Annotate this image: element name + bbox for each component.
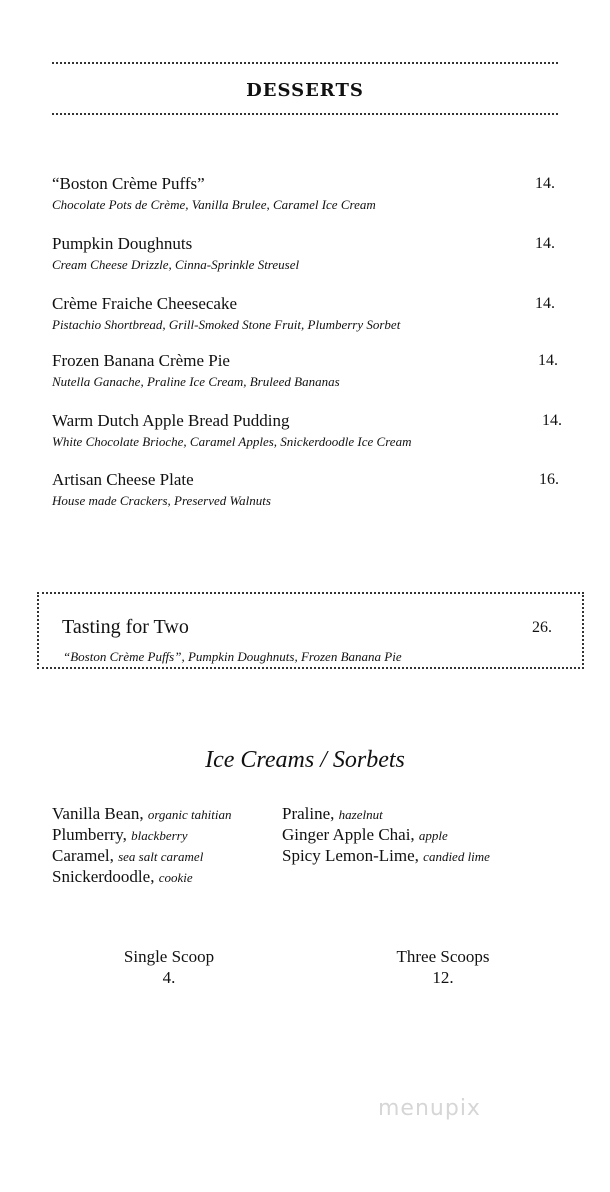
single-scoop-price: 4. bbox=[162, 968, 176, 987]
dessert-item bbox=[52, 174, 558, 213]
flavor-item bbox=[282, 803, 383, 825]
flavor-name: Spicy Lemon-Lime, bbox=[282, 846, 419, 865]
flavor-subtitle: organic tahitian bbox=[147, 807, 232, 822]
single-scoop-label: Single Scoop bbox=[123, 947, 215, 966]
flavor-subtitle: candied lime bbox=[423, 849, 490, 864]
flavor-item bbox=[52, 824, 187, 846]
flavor-subtitle: sea salt caramel bbox=[118, 849, 204, 864]
dessert-name: Frozen Banana Crème Pie bbox=[52, 351, 230, 370]
dessert-name: “Boston Crème Puffs” bbox=[52, 174, 205, 193]
flavor-name: Vanilla Bean, bbox=[52, 804, 144, 823]
ice-cream-title: Ice Creams / Sorbets bbox=[205, 747, 405, 773]
dessert-description: Nutella Ganache, Praline Ice Cream, Bruleed Bananas bbox=[52, 374, 340, 389]
dessert-price: 16. bbox=[539, 471, 559, 488]
tasting-price: 26. bbox=[532, 619, 552, 636]
flavor-item bbox=[282, 824, 448, 846]
top-dotted-divider bbox=[52, 62, 558, 64]
flavor-item bbox=[52, 803, 232, 825]
dessert-description: White Chocolate Brioche, Caramel Apples, Snickerdoodle Ice Cream bbox=[52, 434, 412, 449]
flavor-item bbox=[52, 866, 193, 888]
flavor-name: Plumberry, bbox=[52, 825, 127, 844]
tasting-name: Tasting for Two bbox=[62, 616, 189, 638]
dessert-name: Crème Fraiche Cheesecake bbox=[52, 294, 238, 313]
dessert-item bbox=[52, 470, 558, 509]
bottom-dotted-divider bbox=[52, 113, 558, 115]
flavor-subtitle: apple bbox=[418, 828, 448, 843]
dessert-item bbox=[52, 294, 558, 333]
flavor-subtitle: blackberry bbox=[131, 828, 188, 843]
flavor-name: Praline, bbox=[282, 804, 335, 823]
dessert-description: Chocolate Pots de Crème, Vanilla Brulee, Caramel Ice Cream bbox=[52, 197, 376, 212]
dessert-description: Cream Cheese Drizzle, Cinna-Sprinkle Streusel bbox=[52, 257, 300, 272]
dessert-price: 14. bbox=[535, 235, 555, 252]
flavor-item bbox=[52, 845, 203, 867]
dessert-item bbox=[52, 351, 558, 390]
flavor-item bbox=[282, 845, 490, 867]
flavor-name: Ginger Apple Chai, bbox=[282, 825, 415, 844]
tasting-box bbox=[37, 592, 584, 669]
dessert-name: Artisan Cheese Plate bbox=[52, 470, 194, 489]
flavor-subtitle: hazelnut bbox=[338, 807, 383, 822]
tasting-description: “Boston Crème Puffs”, Pumpkin Doughnuts, Frozen Banana Pie bbox=[63, 649, 402, 664]
three-scoops bbox=[368, 946, 518, 988]
dessert-price: 14. bbox=[538, 352, 558, 369]
section-title: DESSERTS bbox=[246, 80, 364, 101]
menupix-watermark: menupix bbox=[378, 1096, 481, 1121]
dessert-price: 14. bbox=[542, 412, 562, 429]
three-scoops-price: 12. bbox=[432, 968, 454, 987]
dessert-price: 14. bbox=[535, 295, 555, 312]
dessert-description: Pistachio Shortbread, Grill-Smoked Stone Fruit, Plumberry Sorbet bbox=[52, 317, 401, 332]
flavor-name: Caramel, bbox=[52, 846, 114, 865]
single-scoop bbox=[97, 946, 241, 988]
dessert-item bbox=[52, 411, 562, 450]
dessert-name: Warm Dutch Apple Bread Pudding bbox=[52, 411, 290, 430]
three-scoops-label: Three Scoops bbox=[396, 947, 490, 966]
dessert-price: 14. bbox=[535, 175, 555, 192]
flavor-name: Snickerdoodle, bbox=[52, 867, 155, 886]
dessert-description: House made Crackers, Preserved Walnuts bbox=[52, 493, 271, 508]
dessert-item bbox=[52, 234, 558, 273]
flavor-subtitle: cookie bbox=[158, 870, 193, 885]
dessert-name: Pumpkin Doughnuts bbox=[52, 234, 193, 253]
